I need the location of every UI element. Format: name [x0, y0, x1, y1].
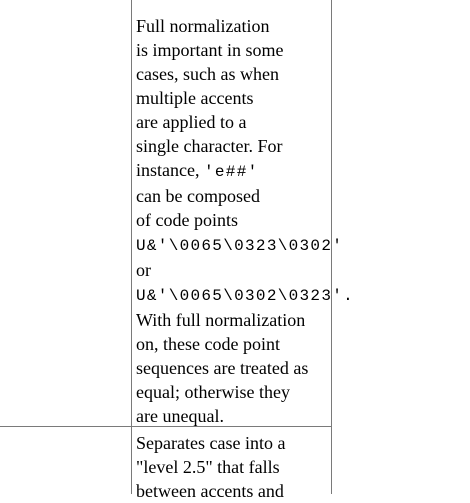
text-line: equal; otherwise they [136, 382, 290, 402]
code-line [136, 282, 366, 308]
text-line: on, these code point [136, 334, 280, 354]
text-line: between accents and [136, 481, 284, 501]
code-points-sequence-1: U&'\0065\0323\0302' [136, 237, 344, 255]
description-cell-full-normalization [136, 14, 366, 428]
text-line: of code points [136, 210, 238, 230]
text-line: multiple accents [136, 88, 254, 108]
text-line: Separates case into a [136, 433, 286, 453]
text-line-instance [136, 158, 366, 184]
text-line: "level 2.5" that falls [136, 457, 280, 477]
description-cell-case-level [136, 431, 366, 503]
text-line: is important in some [136, 40, 284, 60]
code-line [136, 232, 366, 258]
text-line: cases, such as when [136, 64, 279, 84]
text-line: sequences are treated as [136, 358, 309, 378]
instance-text: instance, [136, 160, 204, 180]
code-period: . [343, 287, 355, 305]
text-line: can be composed [136, 186, 260, 206]
text-line: or [136, 260, 151, 280]
text-line: single character. For [136, 136, 283, 156]
text-line: Full normalization [136, 16, 270, 36]
text-line: are unequal. [136, 406, 224, 426]
inline-code-example: 'e##' [203, 163, 259, 181]
text-line: With full normalization [136, 310, 306, 330]
text-line: are applied to a [136, 112, 247, 132]
table-left-border [131, 0, 132, 494]
code-points-sequence-2: U&'\0065\0302\0323' [136, 287, 344, 305]
